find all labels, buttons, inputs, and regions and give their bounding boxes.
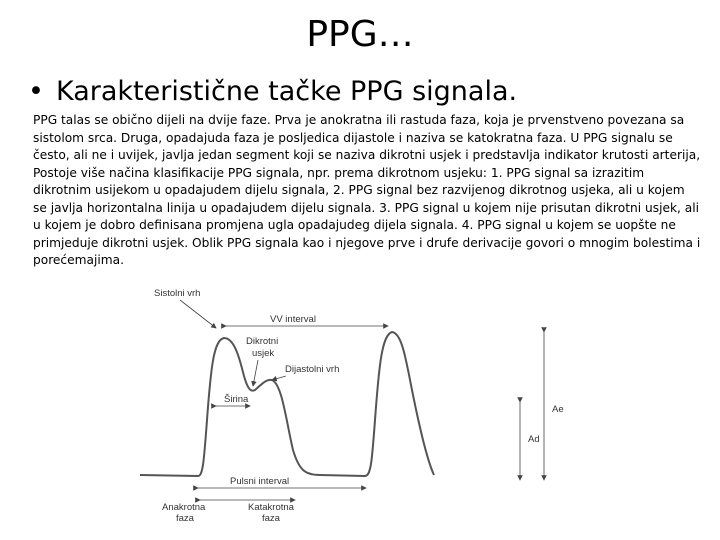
sistolni-vrh-pointer — [180, 300, 216, 328]
dikrotni-usjek-pointer — [253, 360, 258, 386]
label-katakrotna-faza: faza — [262, 513, 280, 524]
label-anakrotna-faza: faza — [176, 513, 194, 524]
label-ae: Ae — [552, 404, 564, 415]
label-sirina: Širina — [224, 394, 249, 405]
label-anakrotna: Anakrotna — [162, 502, 206, 513]
label-dijastolni-vrh: Dijastolni vrh — [285, 364, 340, 375]
bullet-item — [28, 76, 517, 107]
label-katakrotna: Katakrotna — [248, 502, 294, 513]
label-pulsni-interval: Pulsni interval — [230, 476, 290, 487]
label-ad: Ad — [528, 434, 540, 445]
bullet-dot-icon: • — [28, 76, 44, 107]
label-dikrotni-usjek: Dikrotni — [246, 336, 279, 347]
label-dikrotni-usjek-2: usjek — [252, 348, 275, 359]
dijastolni-vrh-pointer — [272, 376, 286, 380]
body-paragraph: PPG talas se obično dijeli na dvije faze. Prva je anokratna ili rastuda faza, koja je prvenstveno povezana sa sistolom srca. Druga, opadajuda faza je posljedica dijastole i naziva se katokratna faza. U PPG signalu se često, ali ne i uvijek, javlja jedan segment koji se naziva dikrotni usjek i predstavlja indikator krutosti arterija, Postoje više načina klasifikacije PPG signala, npr. prema dikrotnom usjeku: 1. PPG signal sa izrazitim dikrotnim usijekom u opadajudem dijelu signala, 2. PPG signal bez razvijenog dikrotnog usjeka, ali u kojem se javlja horizontalna linija u opadajudem dijelu signala. 3. PPG signal u kojem nije prisutan dikrotni usjek, ali u kojem je dobro definisana promjena ugla opadajudeg dijela signala. 4. PPG signal u kojem se uopšte ne primjeduje dikrotni usjek. Oblik PPG signala kao i njegove prve i drufe derivacije govori o mnogim bolestima i porećemajima. — [33, 113, 701, 267]
label-vv-interval: VV interval — [270, 314, 316, 325]
ppg-waveform — [140, 332, 434, 476]
slide-title: PPG… — [306, 14, 414, 55]
label-sistolni-vrh: Sistolni vrh — [154, 288, 201, 299]
bullet-text: Karakteristične tačke PPG signala. — [56, 76, 518, 107]
ppg-figure — [140, 280, 580, 530]
